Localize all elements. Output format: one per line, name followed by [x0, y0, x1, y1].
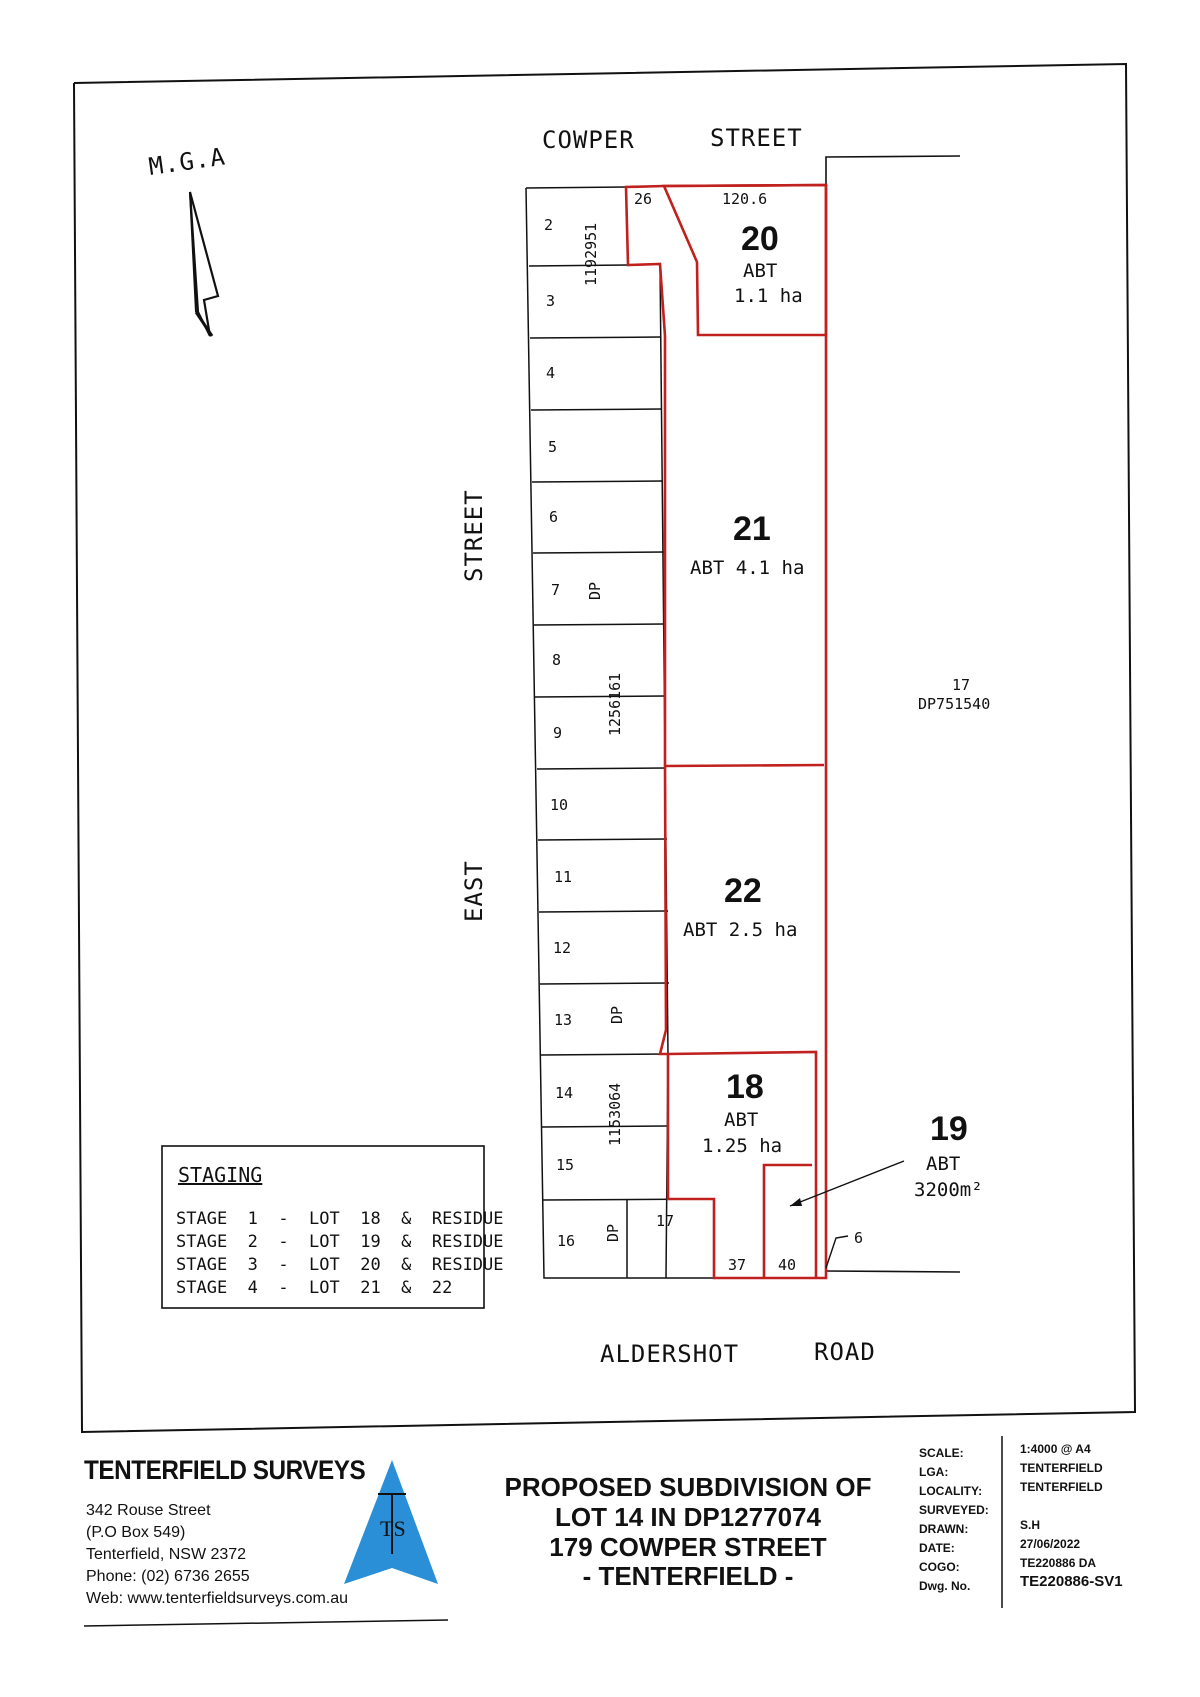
lot-num-37: 37 — [728, 1256, 747, 1274]
lot-num-15: 15 — [556, 1156, 575, 1174]
proposed-lot-21-number: 21 — [733, 510, 771, 548]
street-cowper: COWPER — [542, 126, 635, 154]
proposed-lot-20-abt: ABT — [743, 260, 778, 282]
title-block-underline — [84, 1620, 448, 1626]
neighbour-lot-number: 17 — [952, 676, 971, 694]
meta-label-cogo: COGO: — [919, 1560, 960, 1574]
meta-label-scale: SCALE: — [919, 1446, 964, 1460]
street-cowper-suffix: STREET — [710, 124, 803, 152]
lot-num-4: 4 — [546, 364, 556, 382]
plan-title-line-2: LOT 14 IN DP1277074 — [555, 1502, 821, 1532]
staging-line-4: STAGE 4 - LOT 21 & 22 — [176, 1278, 453, 1298]
proposed-lot-19-area: 3200m² — [914, 1179, 983, 1201]
company-address-line-1: 342 Rouse Street — [86, 1502, 211, 1519]
lot-num-5: 5 — [548, 438, 558, 456]
dp-label-1256161: 1256161 — [606, 672, 624, 736]
leader-arrowhead — [790, 1198, 802, 1206]
lot-num-16: 16 — [557, 1232, 576, 1250]
meta-value-dwg: TE220886-SV1 — [1020, 1573, 1123, 1590]
lot-num-2: 2 — [544, 216, 554, 234]
street-east: EAST — [460, 860, 488, 922]
leader-lines — [790, 1161, 904, 1268]
meta-label-surveyed: SURVEYED: — [919, 1503, 989, 1517]
lot-num-6: 6 — [854, 1229, 864, 1247]
existing-lots — [526, 187, 824, 1278]
street-east-suffix: STREET — [460, 489, 488, 582]
plan-title-line-1: PROPOSED SUBDIVISION OF — [504, 1472, 872, 1502]
lot-num-11: 11 — [554, 868, 573, 886]
staging-title: STAGING — [178, 1163, 263, 1187]
neighbour-dp: DP751540 — [918, 695, 991, 713]
dp-label-dp-b: DP — [608, 1005, 626, 1024]
lot-num-13: 13 — [554, 1011, 573, 1029]
meta-label-locality: LOCALITY: — [919, 1484, 983, 1498]
street-aldershot: ALDERSHOT — [600, 1340, 740, 1368]
dp-label-1153064: 1153064 — [606, 1082, 624, 1146]
lot-num-6: 6 — [549, 508, 559, 526]
meta-label-date: DATE: — [919, 1541, 955, 1555]
staging-line-2: STAGE 2 - LOT 19 & RESIDUE — [176, 1232, 504, 1252]
meta-label-drawn: DRAWN: — [919, 1522, 969, 1536]
lot-num-7: 7 — [551, 581, 561, 599]
company-phone: Phone: (02) 6736 2655 — [86, 1568, 250, 1585]
dp-label-dp-c: DP — [604, 1223, 622, 1242]
proposed-lot-20-area: 1.1 ha — [734, 285, 803, 307]
proposed-lot-19-abt: ABT — [926, 1153, 961, 1175]
company-address-line-3: Tenterfield, NSW 2372 — [86, 1546, 247, 1563]
proposed-lot-21-area: ABT 4.1 ha — [690, 557, 805, 579]
company-website[interactable]: Web: www.tenterfieldsurveys.com.au — [86, 1590, 349, 1607]
company-address-line-2: (P.O Box 549) — [86, 1524, 186, 1541]
meta-label-dwg: Dwg. No. — [919, 1579, 971, 1593]
lot-num-10: 10 — [550, 796, 569, 814]
street-aldershot-suffix: ROAD — [814, 1338, 876, 1366]
proposed-lot-22-area: ABT 2.5 ha — [683, 919, 798, 941]
plan-title-line-3: 179 COWPER STREET — [549, 1532, 827, 1562]
meta-value-lga: TENTERFIELD — [1020, 1461, 1103, 1475]
meta-value-locality: TENTERFIELD — [1020, 1480, 1103, 1494]
proposed-lot-19-number: 19 — [930, 1110, 968, 1148]
lot-num-12: 12 — [553, 939, 572, 957]
staging-line-3: STAGE 3 - LOT 20 & RESIDUE — [176, 1255, 504, 1275]
dp-label-dp-a: DP — [586, 581, 604, 600]
lot-num-14: 14 — [555, 1084, 574, 1102]
meta-label-lga: LGA: — [919, 1465, 949, 1479]
staging-line-1: STAGE 1 - LOT 18 & RESIDUE — [176, 1209, 504, 1229]
meta-value-scale: 1:4000 @ A4 — [1020, 1442, 1091, 1456]
frontage-dimension: 120.6 — [722, 190, 768, 208]
lot-num-40: 40 — [778, 1256, 797, 1274]
lot-num-17-small: 17 — [656, 1212, 675, 1230]
proposed-lot-18-area: 1.25 ha — [702, 1135, 783, 1157]
lot-num-26: 26 — [634, 190, 653, 208]
meta-value-drawn: S.H — [1020, 1518, 1041, 1532]
proposed-lot-18-abt: ABT — [724, 1109, 759, 1131]
proposed-lot-18-number: 18 — [726, 1068, 764, 1106]
lot-num-9: 9 — [553, 724, 563, 742]
lot-num-3: 3 — [546, 292, 556, 310]
lot-num-8: 8 — [552, 651, 562, 669]
road-boundaries — [826, 156, 960, 1272]
plan-title-line-4: - TENTERFIELD - — [582, 1561, 794, 1591]
company-name: TENTERFIELD SURVEYS — [84, 1455, 366, 1485]
proposed-lot-20-number: 20 — [741, 220, 779, 258]
meta-value-date: 27/06/2022 — [1020, 1537, 1081, 1551]
dp-label-1192951: 1192951 — [582, 222, 600, 286]
meta-value-cogo: TE220886 DA — [1020, 1556, 1097, 1570]
logo-letters: TS — [380, 1516, 406, 1541]
north-arrow-icon — [190, 192, 218, 336]
north-label: M.G.A — [146, 142, 228, 181]
proposed-lot-22-number: 22 — [724, 872, 762, 910]
